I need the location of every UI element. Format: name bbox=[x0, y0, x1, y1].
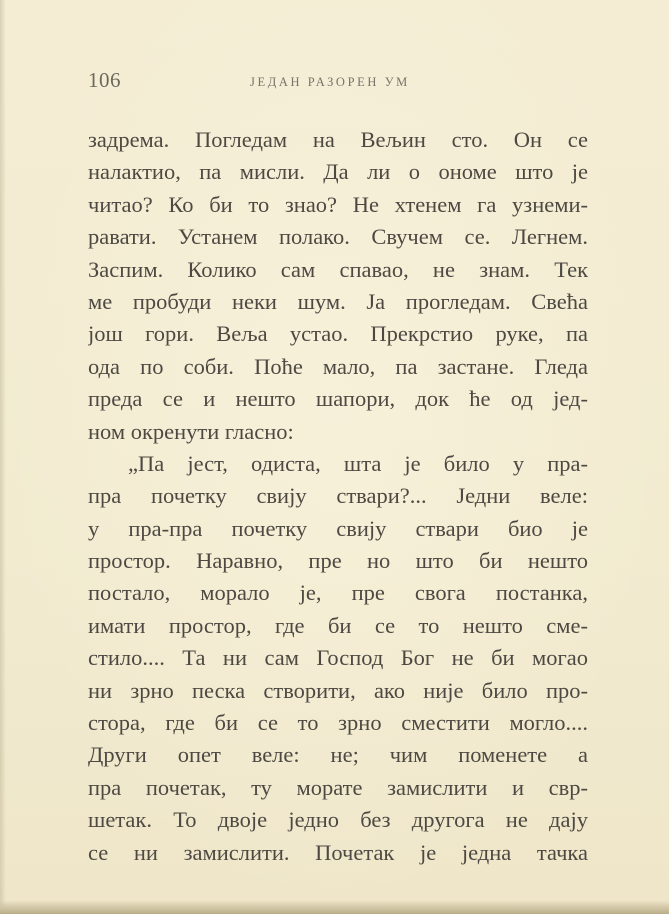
text-line: Заспим. Колико сам спавао, не знам. Тек bbox=[88, 256, 588, 282]
text-line: шетак. То двоје једно без другога не дају bbox=[88, 807, 588, 833]
page-number: 106 bbox=[88, 68, 121, 92]
text-line: налактио, па мисли. Да ли о ономе што је bbox=[88, 159, 588, 185]
text-line: пра почетку свију ствари?... Једни веле: bbox=[88, 483, 588, 509]
text-line: задрема. Погледам на Вељин сто. Он се bbox=[88, 127, 588, 152]
text-line: ни зрно песка створити, ако није било про- bbox=[88, 677, 588, 703]
text-line: ода по соби. Поће мало, па застане. Гледа bbox=[88, 353, 588, 379]
text-line: простор. Наравно, пре но што би нешто bbox=[88, 548, 588, 574]
text-line: имати простор, где би се то нешто сме- bbox=[88, 612, 588, 638]
text-line: у пра-пра почетку свију ствари био је bbox=[88, 515, 588, 541]
page-bottom-edge bbox=[0, 900, 669, 914]
text-line: још гори. Веља устао. Прекрстио руке, па bbox=[88, 321, 588, 347]
page-header bbox=[88, 68, 588, 92]
text-line: ме пробуди неки шум. Ја прогледам. Свећа bbox=[88, 288, 588, 314]
text-line: постало, морало је, пре свога постанка, bbox=[88, 580, 588, 606]
text-line: Други опет веле: не; чим поменете а bbox=[88, 742, 588, 768]
running-title: ЈЕДАН РАЗОРЕН УМ bbox=[250, 75, 410, 89]
text-line: преда се и нешто шапори, док ће од јед- bbox=[88, 386, 588, 412]
page-left-shadow bbox=[0, 0, 6, 914]
text-line: стора, где би се то зрно сместити могло.... bbox=[88, 710, 588, 736]
text-line: стило.... Та ни сам Господ Бог не би могао bbox=[88, 645, 588, 671]
body-text bbox=[88, 124, 588, 869]
text-line: ном окренути гласно: bbox=[88, 418, 294, 444]
text-line: „Па јест, одиста, шта је било у пра- bbox=[128, 450, 588, 476]
text-line: пра почетак, ту морате замислити и свр- bbox=[88, 774, 588, 800]
text-line: читао? Ко би то знао? Не хтенем га узнеми- bbox=[88, 191, 588, 217]
text-line: равати. Устанем полако. Свучем се. Легнем. bbox=[88, 224, 588, 250]
text-line: се ни замислити. Почетак је једна тачка bbox=[88, 839, 588, 865]
